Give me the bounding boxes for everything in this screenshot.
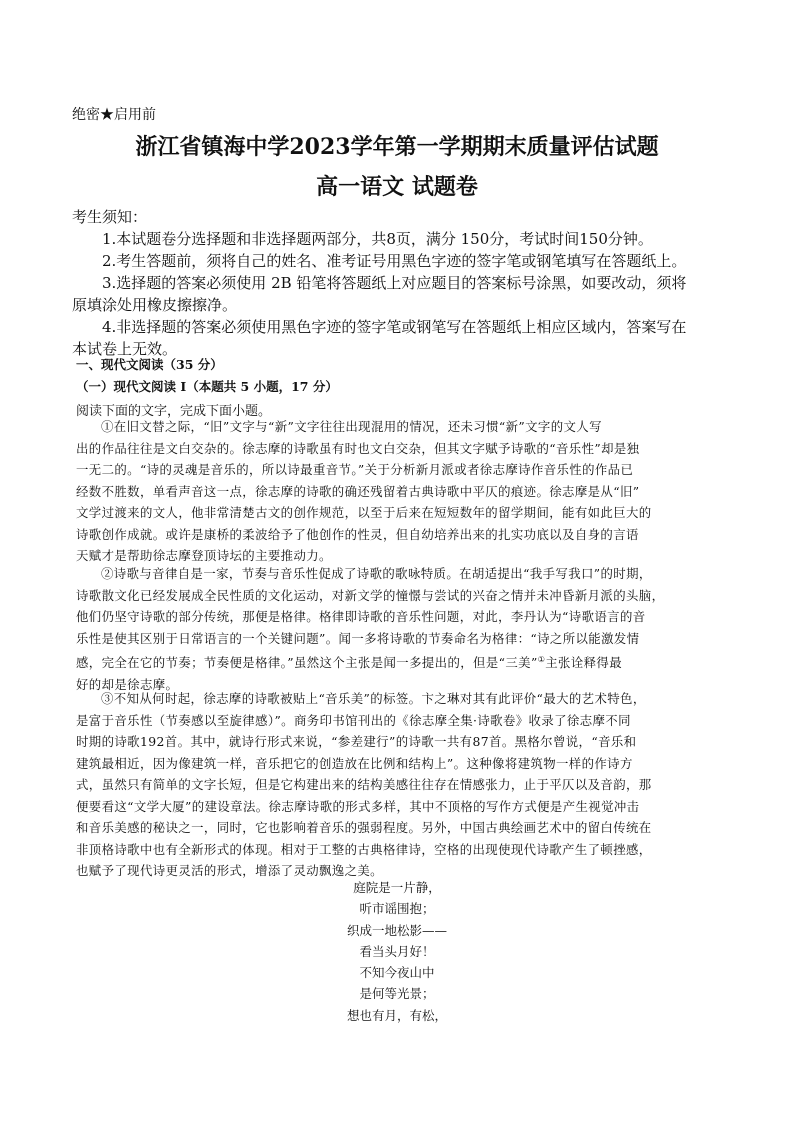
text-line: ②诗歌与音律自是一家，节奏与音乐性促成了诗歌的歌咏特质。在胡适提出“我手写我口”的时期， <box>101 566 652 581</box>
notice-line: 3.选择题的答案必须使用 2B 铅笔将答题纸上对应题目的答案标号涂黑，如要改动，须将 <box>102 274 687 292</box>
secret-label: 绝密★启用前 <box>72 107 156 123</box>
poem-line: 不知今夜山中 <box>359 965 435 981</box>
text-line: 天赋才是帮助徐志摩登顶诗坛的主要推动力。 <box>76 548 332 563</box>
text-line: 好的却是徐志摩。 <box>76 676 179 692</box>
notice-block <box>72 206 732 360</box>
text-line: 他们仍坚守诗歌的部分传统，那便是格律。格律即诗歌的音乐性问题，对此，李丹认为“诗歌语言的音 <box>76 609 646 624</box>
exam-title: 浙江省镇海中学2023学年第一学期期末质量评估试题 <box>135 134 659 160</box>
text-line: 便要看这“文学大厦”的建设章法。徐志摩诗歌的形式多样，其中不顶格的写作方式便是产生视觉冲击 <box>76 798 640 814</box>
poem-line: 庭院是一片静， <box>353 880 441 895</box>
notice-line: 1.本试题卷分选择题和非选择题两部分，共8页，满分 150分，考试时间150分钟。 <box>102 230 653 248</box>
text-line: ①在旧文替之际，“旧”文字与“新”文字往往出现混用的情况，还未习惯“新”文字的文人写 <box>101 419 602 434</box>
text-line: 诗歌创作成就。或许是康桥的柔波给予了他创作的性灵，但自幼培养出来的扎实功底以及自身的言语 <box>76 526 639 542</box>
notice-line: 原填涂处用橡皮擦擦净。 <box>72 296 238 314</box>
text-line <box>76 649 726 674</box>
exam-subtitle: 高一语文 试题卷 <box>316 174 478 200</box>
paragraph-2 <box>76 563 726 695</box>
poem-line: 织成一地松影—— <box>346 922 447 938</box>
poem-block <box>0 877 794 1026</box>
subsection-heading: （一）现代文阅读 I（本题共 5 小题，17 分） <box>76 379 338 394</box>
text-line: 时期的诗歌192首。其中，就诗行形式来说，“参差建行”的诗歌一共有87首。黑格尔曾说，“音乐和 <box>76 734 637 749</box>
text-line: 也赋予了现代诗更灵活的形式，增添了灵动飘逸之美。 <box>76 863 383 878</box>
text-line: 文学过渡来的文人，他非常清楚古文的创作规范，以至于后来在短短数年的留学期间，能有如此巨大的 <box>76 505 652 520</box>
text-line: 建筑最相近，因为像建筑一样，音乐把它的创造放在比例和结构上”。这种像将建筑物一样的作诗方 <box>76 755 633 771</box>
text-line: 诗歌散文化已经发展成全民性质的文化运动，对新文学的憧憬与尝试的兴奋之情并未冲昏新月派的头脑， <box>76 587 665 603</box>
notice-line: 2.考生答题前，须将自己的姓名、准考证号用黑色字迹的签字笔或钢笔填写在答题纸上。 <box>102 252 687 270</box>
text-line: 式，虽然只有简单的文字长短，但是它构建出来的结构美感往往存在情感张力，止于平仄以及音韵，那 <box>76 777 652 792</box>
footnote-marker: ① <box>537 655 546 664</box>
text-segment: 主张诠释得最 <box>545 655 623 671</box>
notice-line: 本试卷上无效。 <box>72 340 178 358</box>
poem-line: 想也有月，有松， <box>346 1007 447 1023</box>
poem-line: 听市谣围抱； <box>359 901 435 917</box>
text-line: 非顶格诗歌中也有全新形式的体现。相对于工整的古典格律诗，空格的出现使现代诗歌产生了顿挫感， <box>76 841 652 857</box>
text-line: 和音乐美感的秘诀之一，同时，它也影响着音乐的强弱程度。另外，中国古典绘画艺术中的留白传统在 <box>76 820 652 835</box>
poem-line: 是何等光景； <box>359 986 435 1002</box>
notice-line: 4.非选择题的答案必须使用黑色字迹的签字笔或钢笔写在答题纸上相应区域内，答案写在 <box>102 318 687 336</box>
text-line: 出的作品往往是文白交杂的。徐志摩的诗歌虽有时也文白交杂，但其文字赋予诗歌的“音乐性”却是独 <box>76 440 640 456</box>
text-line: 一无二的。“诗的灵魂是音乐的，所以诗最重音节。”关于分析新月派或者徐志摩诗作音乐性的作品已 <box>76 462 634 477</box>
text-line: 乐性是使其区别于日常语言的一个关键问题”。闻一多将诗歌的节奏命名为格律：“诗之所以能激发情 <box>76 630 640 646</box>
paragraph-1 <box>76 416 726 567</box>
text-line: 经数不胜数，单看声音这一点，徐志摩的诗歌的确还残留着古典诗歌中平仄的痕迹。徐志摩是从“旧” <box>76 483 640 499</box>
poem-line: 看当头月好！ <box>359 943 435 959</box>
text-line: 是富于音乐性（节奏感以至旋律感）”。商务印书馆刊出的《徐志摩全集·诗歌卷》收录了徐志摩不同 <box>76 712 631 728</box>
text-line: ③不知从何时起，徐志摩的诗歌被贴上“音乐美”的标签。卞之琳对其有此评价“最大的艺术特色， <box>101 691 646 706</box>
text-segment: 感，完全在它的节奏；节奏便是格律。”虽然这个主张是闻一多提出的，但是“三美” <box>76 655 538 671</box>
section-heading: 一、现代文阅读（35 分） <box>76 357 223 372</box>
reading-instruction: 阅读下面的文字，完成下面小题。 <box>76 404 272 419</box>
paragraph-3 <box>76 688 726 882</box>
notice-heading: 考生须知： <box>72 208 148 226</box>
